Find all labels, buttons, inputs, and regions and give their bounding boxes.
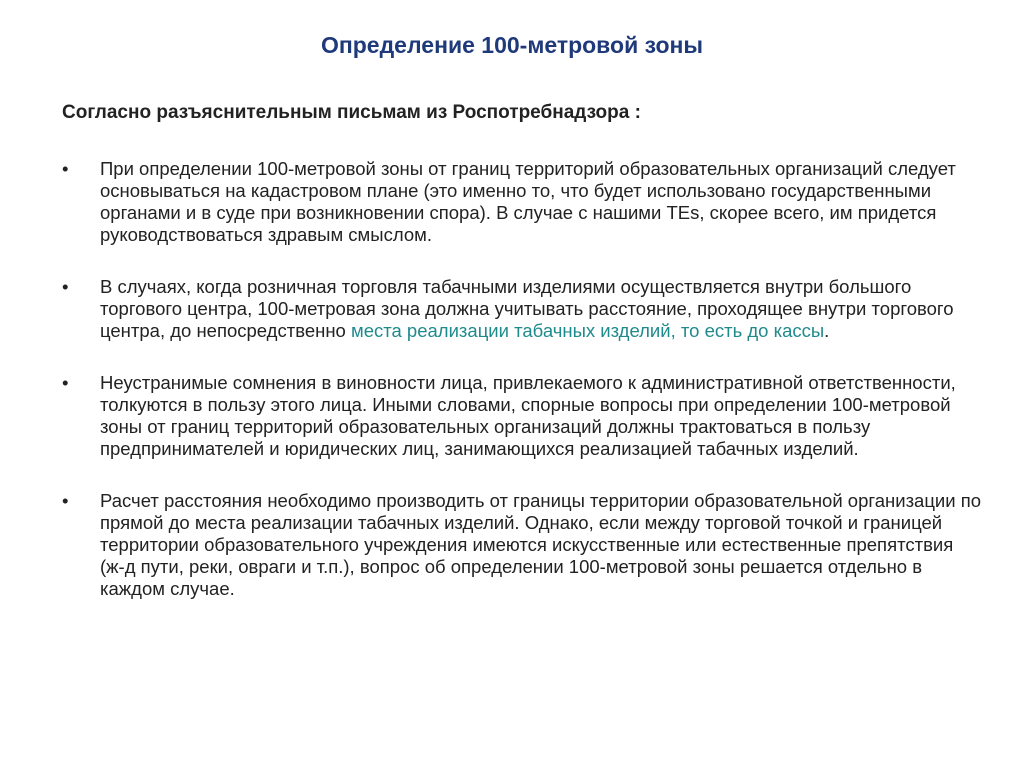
- bullet-item-1: [62, 158, 982, 246]
- bullet-dot-icon: •: [62, 276, 69, 297]
- bullet-item-2: [62, 276, 982, 342]
- bullet-item-4: [62, 490, 982, 600]
- bullet-text: Расчет расстояния необходимо производить от границы территории образовательной организации по прямой до места реализации табачных изделий. Однако, если между торговой точкой и границей территории образовательного учреждения имеются искусственные или естественные препятствия (ж-д пути, реки, овраги и т.п.), вопрос об определении 100-метровой зоны решается отдельно в каждом случае.: [100, 490, 982, 599]
- bullet-list: [62, 158, 982, 630]
- bullet-text-before: В случаях, когда розничная торговля табачными изделиями осуществляется внутри большого торгового центра, 100-метровая зона должна учитывать расстояние, проходящее внутри торгового центра, до непосредственно: [100, 276, 954, 341]
- bullet-dot-icon: •: [62, 158, 69, 179]
- slide-subtitle: Согласно разъяснительным письмам из Роспотребнадзора :: [62, 102, 641, 123]
- highlighted-text: места реализации табачных изделий, то есть до кассы: [350, 320, 825, 341]
- bullet-text: Неустранимые сомнения в виновности лица, привлекаемого к административной ответственности, толкуются в пользу этого лица. Иными словами, спорные вопросы при определении 100-метровой зоны от границ территорий образовательных организаций должны трактоваться в пользу предпринимателей и юридических лиц, занимающихся реализацией табачных изделий.: [100, 372, 956, 459]
- bullet-dot-icon: •: [62, 490, 69, 511]
- slide-title: Определение 100-метровой зоны: [320, 32, 704, 58]
- bullet-text-after: .: [824, 320, 830, 341]
- bullet-item-3: [62, 372, 982, 460]
- bullet-text: [100, 276, 982, 342]
- bullet-dot-icon: •: [62, 372, 69, 393]
- bullet-text: При определении 100-метровой зоны от границ территорий образовательных организаций следует основываться на кадастровом плане (это именно то, что будет использовано государственными органами и в суде при возникновении спора). В случае с нашими TEs, скорее всего, им придется руководствоваться здравым смыслом.: [100, 158, 956, 245]
